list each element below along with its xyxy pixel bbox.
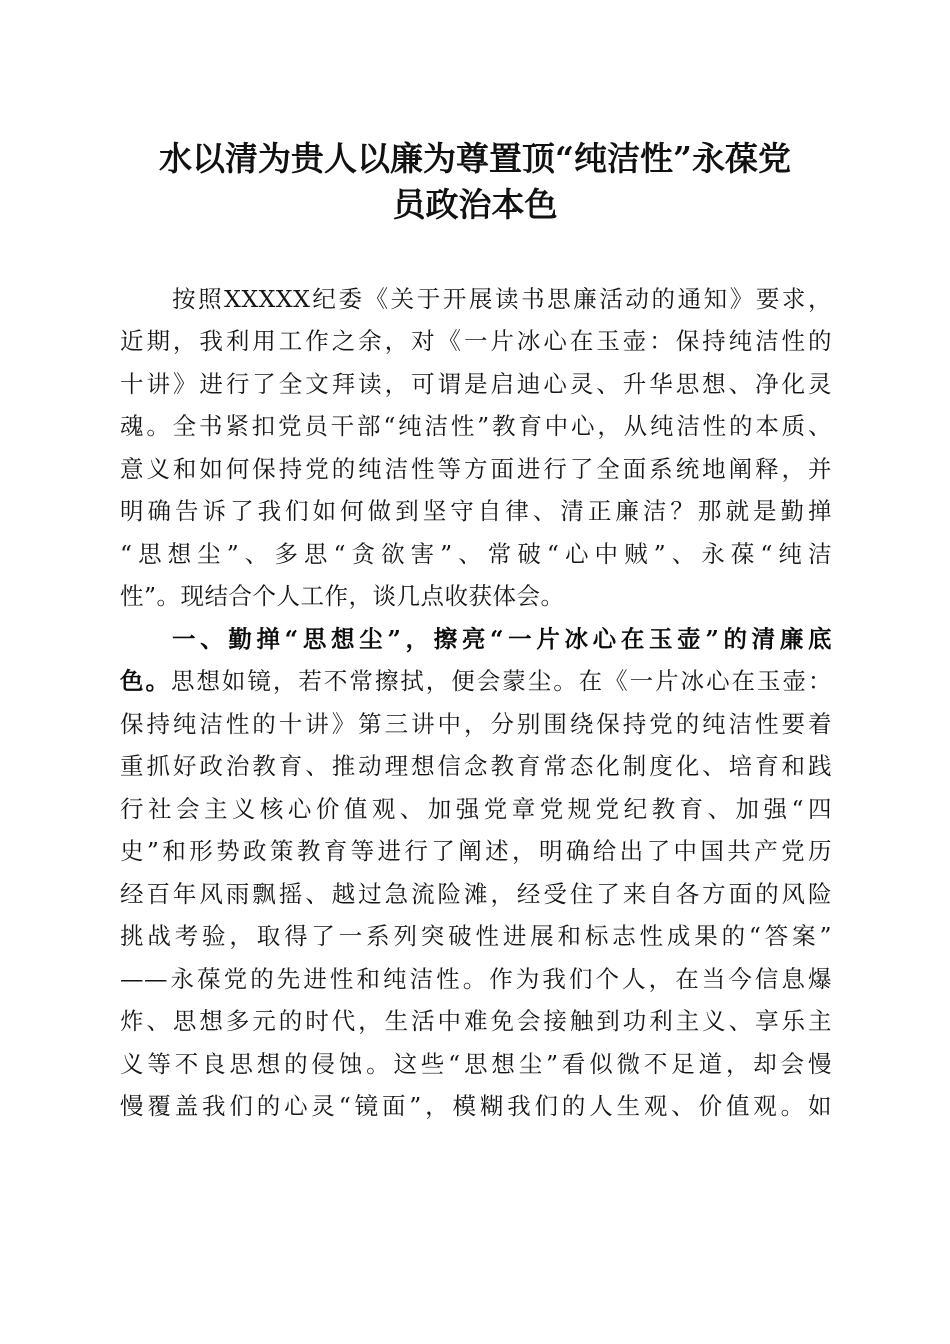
document-title-line-1: 水以清为贵人以廉为尊置顶“纯洁性”永葆党 xyxy=(159,139,791,178)
paragraph-1-line: 明确告诉了我们如何做到坚守自律、清正廉洁？那就是勤掸 xyxy=(120,497,832,525)
section-1-line: 重抓好政治教育、推动理想信念教育常态化制度化、培育和践 xyxy=(120,752,832,780)
paragraph-1-line: 魂。全书紧扣党员干部“纯洁性”教育中心，从纯洁性的本质、 xyxy=(120,412,832,440)
section-1-line: 挑战考验，取得了一系列突破性进展和标志性成果的“答案” xyxy=(120,922,832,950)
document-title-line-2: 员政治本色 xyxy=(392,185,558,224)
section-1-line: 行社会主义核心价值观、加强党章党规党纪教育、加强“四 xyxy=(120,795,832,823)
paragraph-1-line: “思想尘”、多思“贪欲害”、常破“心中贼”、永葆“纯洁 xyxy=(120,540,832,568)
section-1-text: 思想如镜，若不常擦拭，便会蒙尘。在《一片冰心在玉壶： xyxy=(170,667,833,695)
section-1-heading-end: 色。 xyxy=(120,667,171,695)
paragraph-1-line: 近期，我利用工作之余，对《一片冰心在玉壶：保持纯洁性的 xyxy=(120,327,832,355)
section-1-line: 史”和形势政策教育等进行了阐述，明确给出了中国共产党历 xyxy=(120,837,832,865)
paragraph-1-line: 性”。现结合个人工作，谈几点收获体会。 xyxy=(120,582,565,610)
paragraph-1-line: 意义和如何保持党的纯洁性等方面进行了全面系统地阐释，并 xyxy=(120,455,832,483)
section-1-heading: 一、勤掸“思想尘”，擦亮“一片冰心在玉壶”的清廉底 xyxy=(172,625,832,653)
paragraph-1-line: 按照XXXXX纪委《关于开展读书思廉活动的通知》要求， xyxy=(172,285,832,313)
section-1-line: 保持纯洁性的十讲》第三讲中，分别围绕保持党的纯洁性要着 xyxy=(120,710,832,738)
section-1-line: 慢覆盖我们的心灵“镜面”，模糊我们的人生观、价值观。如 xyxy=(120,1092,832,1120)
section-1-line: ——永葆党的先进性和纯洁性。作为我们个人，在当今信息爆 xyxy=(120,965,832,993)
paragraph-1-line: 十讲》进行了全文拜读，可谓是启迪心灵、升华思想、净化灵 xyxy=(120,370,832,398)
section-1-line xyxy=(120,666,832,696)
section-1-line: 炸、思想多元的时代，生活中难免会接触到功利主义、享乐主 xyxy=(120,1007,832,1035)
section-1-line: 经百年风雨飘摇、越过急流险滩，经受住了来自各方面的风险 xyxy=(120,880,832,908)
section-1-line: 义等不良思想的侵蚀。这些“思想尘”看似微不足道，却会慢 xyxy=(120,1050,832,1078)
